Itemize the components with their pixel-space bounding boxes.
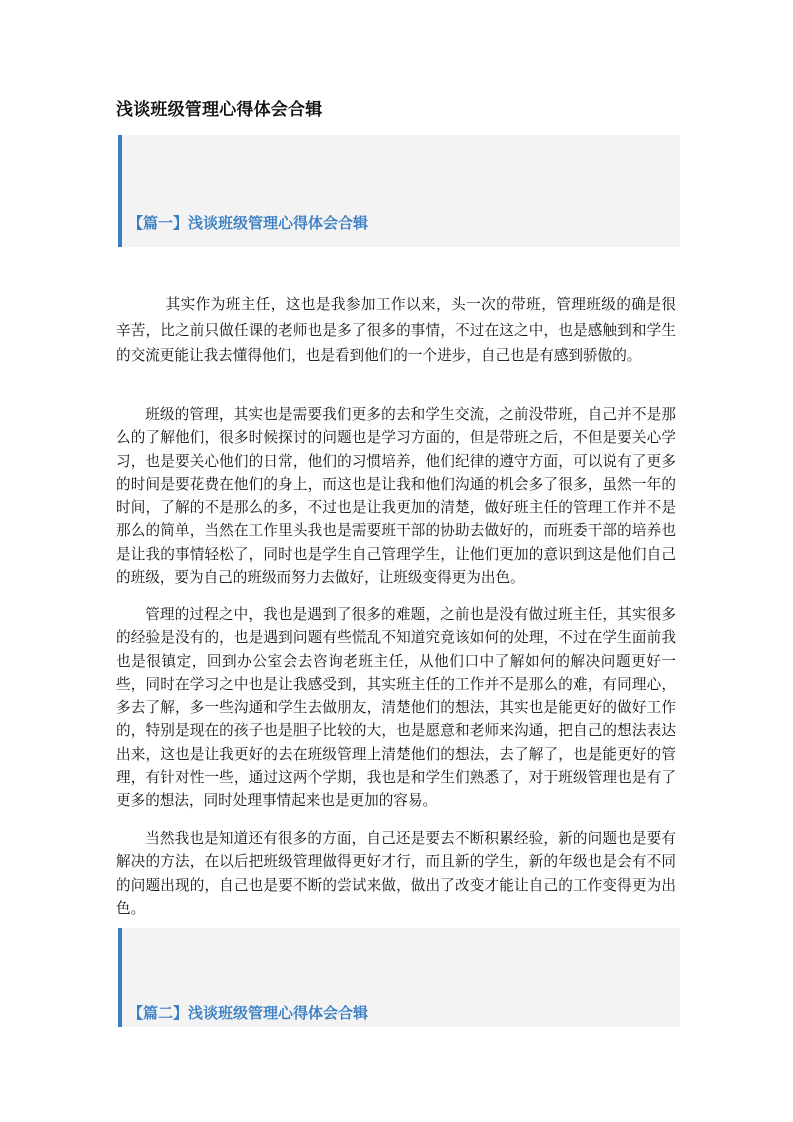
body-paragraph: 当然我也是知道还有很多的方面，自己还是要去不断积累经验，新的问题也是要有解决的方法，在以后把班级管理做得更好才行，而且新的学生，新的年级也是会有不同的问题出现的，自己也是要不断的尝试来做，做出了改变才能让自己的工作变得更为出色。 [116,830,676,917]
section-header-box [118,135,680,247]
section-heading: 【篇一】浅谈班级管理心得体会合辑 [128,214,369,232]
body-paragraph: 其实作为班主任，这也是我参加工作以来，头一次的带班，管理班级的确是很辛苦，比之前只做任课的老师也是多了很多的事情，不过在这之中，也是感触到和学生的交流更能让我去懂得他们，也是看到他们的一个进步，自己也是有感到骄傲的。 [116,296,676,364]
section-heading: 【篇二】浅谈班级管理心得体会合辑 [128,1004,369,1022]
body-paragraph: 班级的管理，其实也是需要我们更多的去和学生交流，之前没带班，自己并不是那么的了解他们，很多时候探讨的问题也是学习方面的，但是带班之后，不但是要关心学习，也是要关心他们的日常，他们的习惯培养，他们纪律的遵守方面，可以说有了更多的时间是要花费在他们的身上，而这也是让我和他们沟通的机会多了很多，虽然一年的时间，了解的不是那么的多，不过也是让我更加的清楚，做好班主任的管理工作并不是那么的简单，当然在工作里头我也是需要班干部的协助去做好的，而班委干部的培养也是让我的事情轻松了，同时也是学生自己管理学生，让他们更加的意识到这是他们自己的班级，要为自己的班级而努力去做好，让班级变得更为出色。 [116,406,676,587]
body-paragraph: 管理的过程之中，我也是遇到了很多的难题，之前也是没有做过班主任，其实很多的经验是没有的，也是遇到问题有些慌乱不知道究竟该如何的处理，不过在学生面前我也是很镇定，回到办公室会去咨询老班主任，从他们口中了解如何的解决问题更好一些，同时在学习之中也是让我感受到，其实班主任的工作并不是那么的难，有同理心，多去了解，多一些沟通和学生去做朋友，清楚他们的想法，其实也是能更好的做好工作的，特别是现在的孩子也是胆子比较的大，也是愿意和老师来沟通，把自己的想法表达出来，这也是让我更好的去在班级管理上清楚他们的想法，去了解了，也是能更好的管理，有针对性一些，通过这两个学期，我也是和学生们熟悉了，对于班级管理也是有了更多的想法，同时处理事情起来也是更加的容易。 [116,606,676,810]
page-title: 浅谈班级管理心得体会合辑 [116,100,323,120]
section-header-box [118,928,680,1027]
